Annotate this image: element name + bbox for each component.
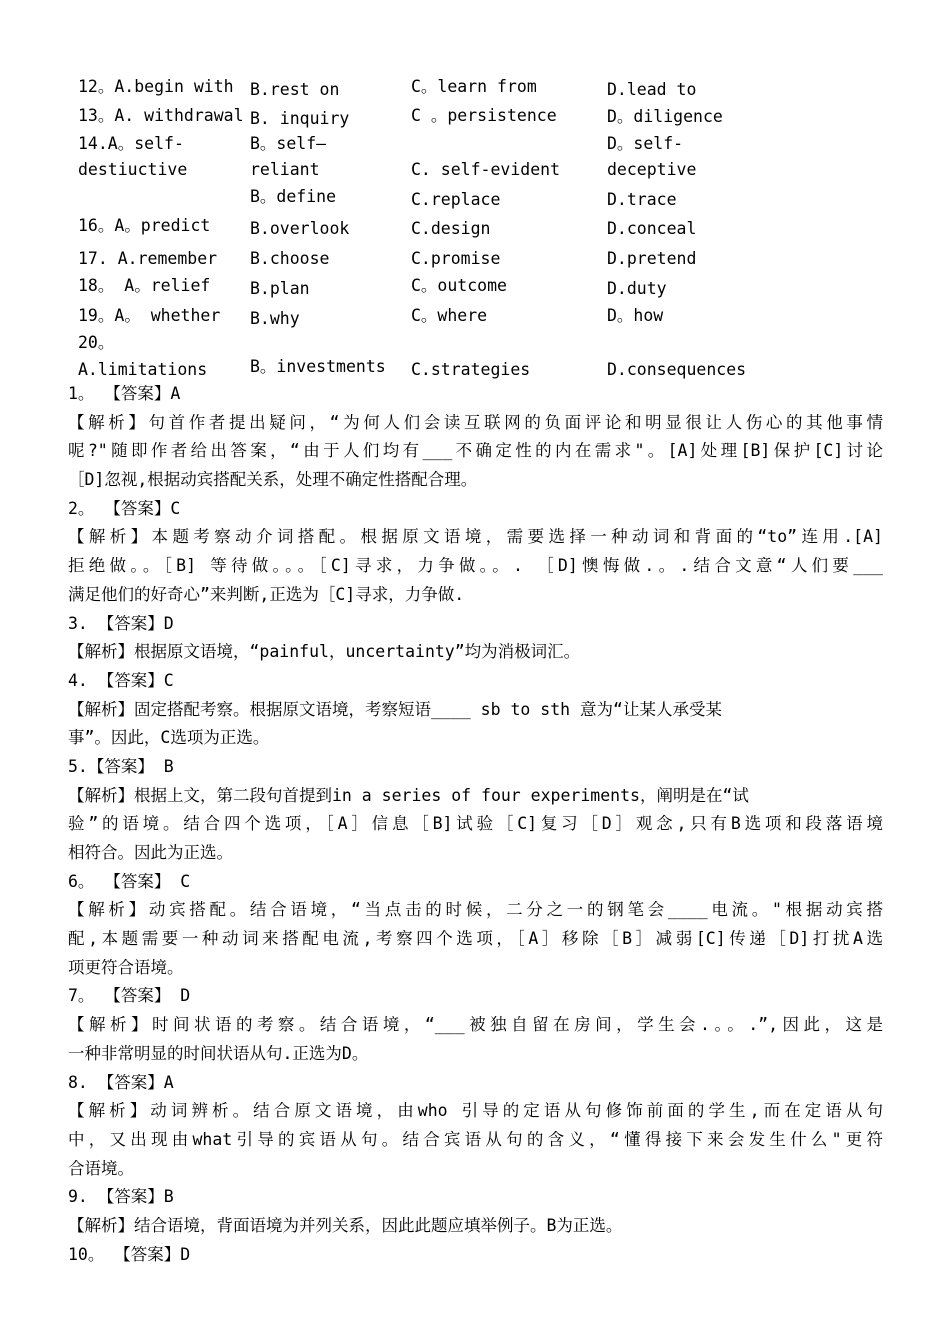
- option-18-d: D.duty: [607, 279, 667, 298]
- option-16-d: D.conceal: [607, 219, 697, 238]
- option-13-c: C 。persistence: [411, 106, 557, 125]
- option-14-b-line1: B。self—: [250, 134, 327, 153]
- answer-3-heading: 3. 【答案】D: [68, 613, 174, 633]
- option-13-d: D。diligence: [607, 107, 723, 126]
- option-14-b-line2: reliant: [250, 160, 320, 179]
- option-20-b: B。investments: [250, 357, 386, 376]
- option-12-a: 12。A.begin with: [78, 77, 234, 96]
- answer-7-explanation-line: 【解析】时间状语的考察。结合语境，“___被独自留在房间，学生会.。。.”,因此，这是: [68, 1015, 883, 1035]
- option-19-a: 19。A。 whether: [78, 306, 221, 325]
- option-20-c: C.strategies: [411, 360, 531, 379]
- answer-1-explanation-line: 【解析】句首作者提出疑问，“为何人们会读互联网的负面评论和明显很让人伤心的其他事情: [68, 412, 883, 432]
- answer-2-heading: 2。 【答案】C: [68, 498, 181, 518]
- answer-5-explanation-line: 【解析】根据上文，第二段句首提到in a series of four experiments，阐明是在“试: [68, 785, 749, 805]
- answer-8-explanation-line: 【解析】动词辨析。结合原文语境，由who 引导的定语从句修饰前面的学生,而在定语从句: [68, 1101, 883, 1121]
- answer-4-explanation-line: 事”。因此，C选项为正选。: [68, 728, 270, 748]
- option-17-b: B.choose: [250, 249, 330, 268]
- option-14-c: C. self-evident: [411, 160, 561, 179]
- option-12-d: D.lead to: [607, 80, 697, 99]
- answer-4-explanation-line: 【解析】固定搭配考察。根据原文语境，考察短语____ sb to sth 意为“让某人承受某: [68, 699, 722, 719]
- answer-10-heading: 10。 【答案】D: [68, 1244, 191, 1264]
- option-15-b: B。define: [250, 187, 337, 206]
- option-19-d: D。how: [607, 306, 664, 325]
- option-18-a: 18。 A。relief: [78, 276, 211, 295]
- answer-6-heading: 6。 【答案】 C: [68, 871, 191, 891]
- answer-6-explanation-line: 配,本题需要一种动词来搭配电流,考察四个选项，［A］移除［B］减弱[C]传递［D]打扰A选: [68, 929, 883, 949]
- answer-1-heading: 1。 【答案】A: [68, 384, 181, 403]
- answer-5-explanation-line: 相符合。因此为正选。: [68, 843, 233, 862]
- option-20-number: 20。: [78, 333, 115, 352]
- answer-7-explanation-line: 一种非常明显的时间状语从句.正选为D。: [68, 1043, 369, 1063]
- answer-8-explanation-line: 中，又出现由what引导的宾语从句。结合宾语从句的含义，“懂得接下来会发生什么"更符: [68, 1129, 883, 1149]
- option-20-a: A.limitations: [78, 360, 208, 379]
- answer-1-explanation-line: ［D]忽视,根据动宾搭配关系，处理不确定性搭配合理。: [68, 470, 478, 490]
- option-18-b: B.plan: [250, 279, 310, 298]
- option-17-a: 17. A.remember: [78, 249, 218, 268]
- option-18-c: C。outcome: [411, 276, 507, 295]
- answer-2-explanation-line: 拒绝做。。［B] 等待做。。。［C]寻求，力争做。。. ［D]懊悔做.。.结合文意“人们要___: [68, 556, 883, 576]
- answer-3-explanation-line: 【解析】根据原文语境，“painful，uncertainty”均为消极词汇。: [68, 642, 581, 662]
- option-13-b: B. inquiry: [250, 109, 350, 128]
- option-19-b: B.why: [250, 309, 300, 328]
- answer-4-heading: 4. 【答案】C: [68, 670, 174, 690]
- answer-9-heading: 9. 【答案】B: [68, 1187, 174, 1207]
- answer-2-explanation-line: 【解析】本题考察动介词搭配。根据原文语境，需要选择一种动词和背面的“to”连用.[A]: [68, 527, 883, 547]
- answer-6-explanation-line: 项更符合语境。: [68, 957, 184, 977]
- option-14-d-line1: D。self-: [607, 134, 684, 153]
- option-16-c: C.design: [411, 219, 491, 238]
- option-16-a: 16。A。predict: [78, 216, 211, 235]
- option-20-d: D.consequences: [607, 360, 747, 379]
- answer-8-heading: 8. 【答案】A: [68, 1072, 174, 1092]
- answers-section: [68, 380, 883, 1269]
- answer-9-explanation-line: 【解析】结合语境，背面语境为并列关系，因此此题应填举例子。B为正选。: [68, 1215, 623, 1235]
- option-12-c: C。learn from: [411, 77, 537, 96]
- option-16-b: B.overlook: [250, 219, 350, 238]
- option-14-d-line2: deceptive: [607, 160, 697, 179]
- option-15-c: C.replace: [411, 190, 501, 209]
- answer-1-explanation-line: 呢?"随即作者给出答案，“由于人们均有___不确定性的内在需求"。[A]处理[B]保护[C]讨论: [68, 441, 883, 461]
- option-17-c: C.promise: [411, 249, 501, 268]
- option-12-b: B.rest on: [250, 80, 340, 99]
- answer-8-explanation-line: 合语境。: [68, 1158, 134, 1178]
- answer-5-heading: 5.【答案】 B: [68, 756, 174, 776]
- option-17-d: D.pretend: [607, 249, 697, 268]
- answer-2-explanation-line: 满足他们的好奇心”来判断,正选为［C]寻求，力争做.: [68, 584, 465, 604]
- option-19-c: C。where: [411, 306, 488, 325]
- option-14-a-line2: destiuctive: [78, 160, 188, 179]
- option-13-a: 13。A. withdrawal: [78, 106, 244, 125]
- option-15-d: D.trace: [607, 190, 677, 209]
- answer-7-heading: 7。 【答案】 D: [68, 986, 191, 1006]
- answer-5-explanation-line: 验”的语境。结合四个选项，［A］信息［B]试验［C]复习［D］观念,只有B选项和段落语境: [68, 814, 883, 834]
- option-14-a-line1: 14.A。self-: [78, 134, 184, 153]
- answer-6-explanation-line: 【解析】动宾搭配。结合语境，“当点击的时候，二分之一的钢笔会____电流。"根据动宾搭: [68, 900, 883, 920]
